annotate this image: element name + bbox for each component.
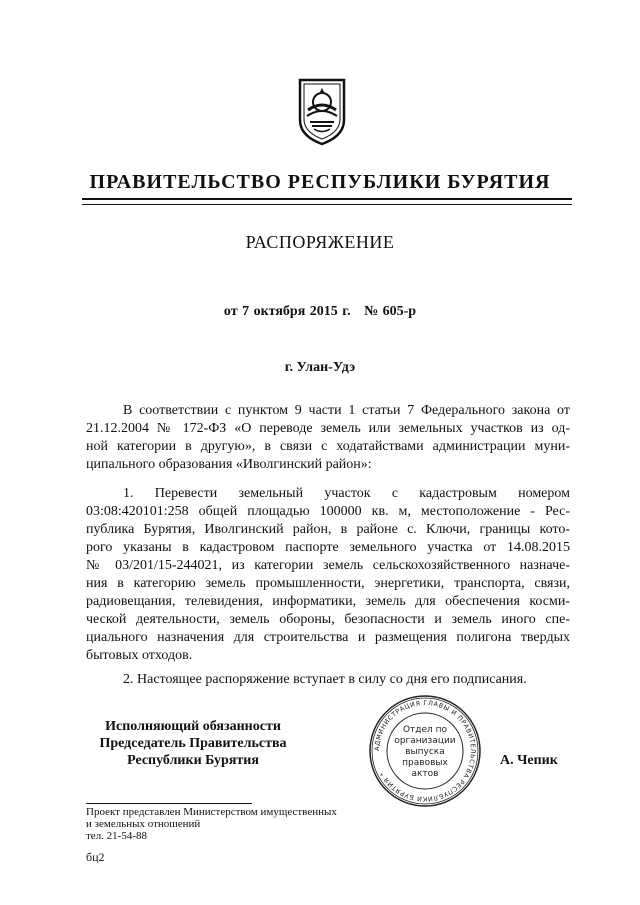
stamp-center-line: актов <box>411 769 439 779</box>
stamp-center-line: Отдел по <box>402 725 448 735</box>
document-city: г. Улан-Удэ <box>284 360 356 375</box>
stamp-center-line: организации <box>394 736 456 746</box>
footer-note-line: и земельных отношений <box>86 818 201 830</box>
text-line: ческой деятельности, земель обороны, безопасности и земель иного спе- <box>86 612 570 627</box>
text-line: 03:08:420101:258 общей площадью 100000 кв. м, местоположение - Рес- <box>86 504 570 519</box>
text-line: № 03/201/15-244021, из категории земель сельскохозяйственного назначе- <box>86 558 570 573</box>
header-divider <box>82 198 572 205</box>
text-line: ципального образования «Иволгинский район»: <box>86 457 372 472</box>
footer-phone: тел. 21-54-88 <box>86 830 148 842</box>
text-line: бытовых отходов. <box>86 648 193 663</box>
footer-code: бц2 <box>86 850 105 864</box>
text-line: 21.12.2004 № 172-ФЗ «О переводе земель или земельных участков из од- <box>86 421 570 436</box>
clause-2-paragraph <box>86 671 570 689</box>
text-line: радиовещания, телевидения, информатики, земель для обеспечения косми- <box>86 594 570 609</box>
stamp-center-line: правовых <box>402 758 448 768</box>
text-line: 1. Перевести земельный участок с кадастровым номером <box>123 486 570 501</box>
footer-note-line: Проект представлен Министерством имущественных <box>86 806 337 818</box>
clause-1-paragraph <box>86 485 570 665</box>
text-line: публика Бурятия, Иволгинский район, в районе с. Ключи, границы кото- <box>86 522 570 537</box>
document-date-number: от 7 октября 2015 г. № 605-р <box>223 304 417 319</box>
text-line: В соответствии с пунктом 9 части 1 статьи 7 Федерального закона от <box>123 403 570 418</box>
footer-divider <box>86 803 252 804</box>
document-type: РАСПОРЯЖЕНИЕ <box>245 232 395 252</box>
signatory-title-line: Исполняющий обязанности <box>105 719 281 734</box>
text-line: рого указаны в кадастровом паспорте земельного участка от 14.08.2015 <box>86 540 570 555</box>
signatory-title-line: Председатель Правительства <box>99 736 287 751</box>
text-line: циального назначения для строительства и размещения полигона твердых <box>86 630 570 645</box>
signatory-name: А. Чепик <box>500 753 558 768</box>
coat-of-arms-icon <box>296 78 348 146</box>
stamp-ring-text: АДМИНИСТРАЦИЯ ГЛАВЫ И ПРАВИТЕЛЬСТВА РЕСПУБЛИКИ БУРЯТИЯ * <box>372 698 478 804</box>
signatory-title <box>86 718 300 769</box>
government-title: ПРАВИТЕЛЬСТВО РЕСПУБЛИКИ БУРЯТИЯ <box>89 171 551 193</box>
stamp-center-line: выпуска <box>405 747 445 757</box>
signatory-title-line: Республики Бурятия <box>127 753 259 768</box>
official-stamp <box>368 694 482 808</box>
text-line: 2. Настоящее распоряжение вступает в силу со дня его подписания. <box>123 672 527 687</box>
text-line: ния в категорию земель промышленности, энергетики, транспорта, связи, <box>86 576 570 591</box>
text-line: ной категории в другую», в связи с ходатайствами администрации муни- <box>86 439 570 454</box>
preamble-paragraph <box>86 402 570 474</box>
